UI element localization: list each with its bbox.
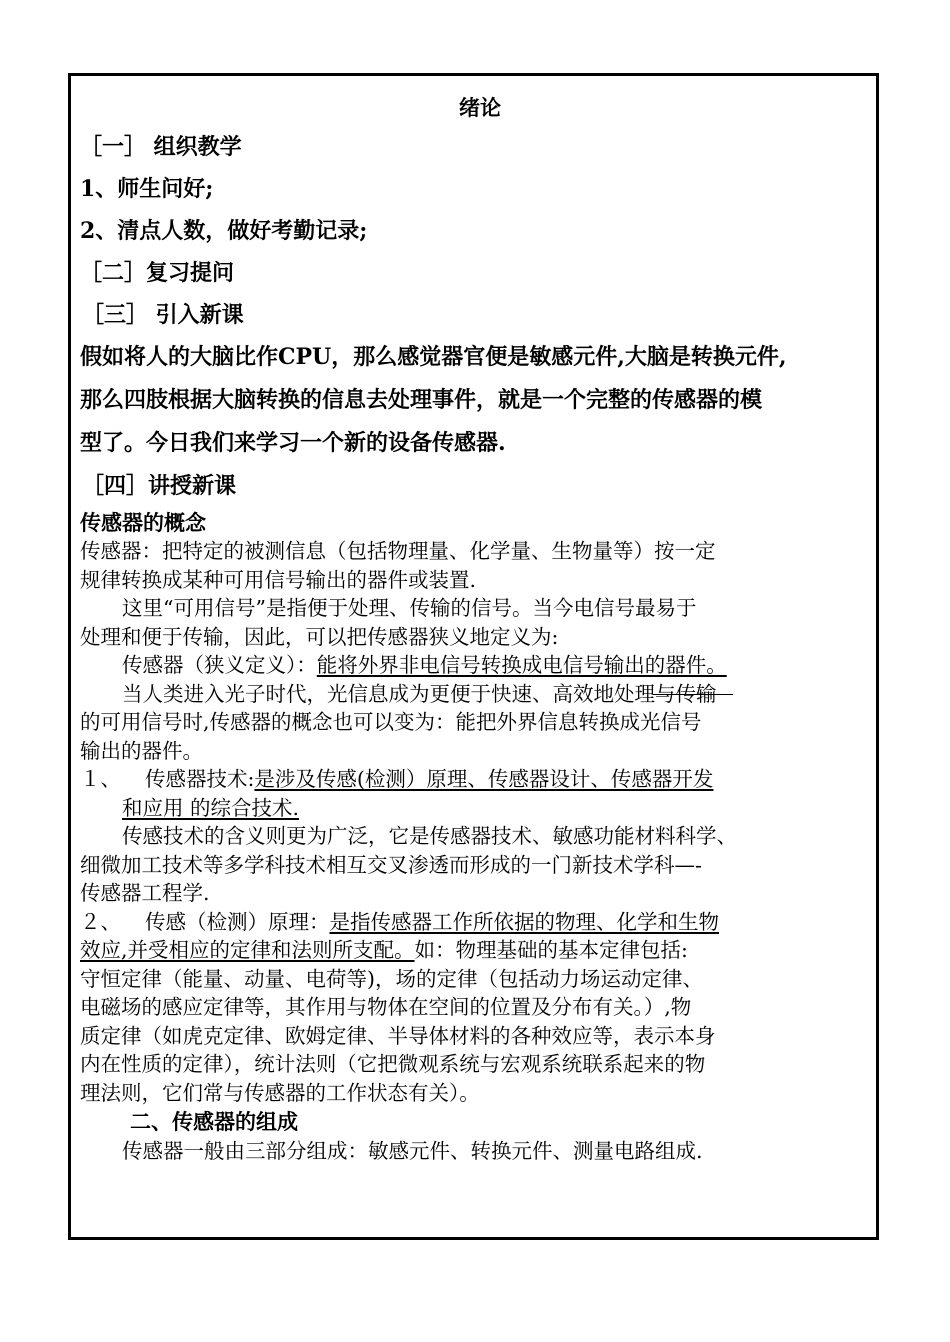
- intro-line: 那么四肢根据大脑转换的信息去处理事件，就是一个完整的传感器的模: [80, 387, 763, 413]
- concept-heading: 传感器的概念: [80, 510, 206, 535]
- narrow-definition-line: [80, 651, 880, 680]
- item-number: ２、: [80, 909, 121, 934]
- principle-definition-text: 效应,并受相应的定律和法则所支配。: [80, 938, 415, 962]
- composition-heading: 二、传感器的组成: [130, 1109, 298, 1134]
- tech-scope-line: 细微加工技术等多学科技术相互交叉渗透而形成的一门新技术学科—-: [80, 852, 702, 877]
- page-title: 绪论: [459, 95, 501, 120]
- definition-line: 传感器：把特定的被测信息（包括物理量、化学量、生物量等）按一定: [80, 539, 716, 563]
- principle-line: 电磁场的感应定律等，其作用与物体在空间的位置及分布有关。）,物: [80, 995, 692, 1019]
- photon-line: 输出的器件。: [80, 738, 203, 763]
- intro-line: 假如将人的大脑比作CPU，那么感觉器官便是敏感元件,大脑是转换元件,: [80, 344, 787, 370]
- tech-definition-text: 和应用 的综合技术.: [122, 795, 300, 820]
- lesson-table-cell: [68, 73, 879, 1240]
- principle-line: 守恒定律（能量、动量、电荷等)，场的定律（包括动力场运动定律、: [80, 966, 703, 991]
- section-review-questions: ［二］复习提问: [80, 260, 235, 286]
- composition-text: 传感器一般由三部分组成：敏感元件、转换元件、测量电路组成.: [122, 1139, 703, 1163]
- photon-line: 的可用信号时,传感器的概念也可以变为：能把外界信息转换成光信号: [80, 710, 702, 734]
- list-item-attendance: 2、清点人数，做好考勤记录;: [80, 218, 368, 244]
- section-teach-new-lesson: ［四］讲授新课: [82, 473, 237, 499]
- principle-line: [80, 936, 880, 965]
- tech-scope-line: 传感技术的含义则更为广泛，它是传感器技术、敏感功能材料科学、: [122, 824, 737, 848]
- signal-line: 处理和便于传输，因此，可以把传感器狭义地定义为:: [80, 624, 559, 649]
- principle-line: [80, 908, 880, 937]
- principle-label: 传感（检测）原理：: [145, 909, 330, 934]
- section-organize-teaching: ［一］ 组织教学: [80, 134, 242, 160]
- principle-definition-text: 是指传感器工作所依据的物理、化学和生物: [329, 909, 719, 934]
- intro-line: 型了。今日我们来学习一个新的设备传感器.: [80, 430, 506, 456]
- tech-label: 传感器技术:: [145, 767, 255, 791]
- photon-line: [80, 680, 880, 709]
- list-item-greeting: 1、师生问好;: [80, 176, 214, 202]
- item-number: １、: [80, 767, 121, 791]
- principle-text: 如：物理基础的基本定律包括:: [414, 938, 688, 962]
- narrow-definition-text: 能将外界非电信号转换成电信号输出的器件。: [316, 653, 727, 677]
- principle-line: 质定律（如虎克定律、欧姆定律、半导体材料的各种效应等，表示本身: [80, 1023, 716, 1048]
- principle-line: 理法则，它们常与传感器的工作状态有关）。: [80, 1080, 480, 1105]
- underline-rule: [653, 694, 733, 695]
- section-introduce-lesson: ［三］ 引入新课: [82, 302, 244, 328]
- tech-definition-line: [80, 765, 880, 794]
- signal-line: 这里“可用信号”是指便于处理、传输的信号。当今电信号最易于: [122, 596, 697, 620]
- principle-line: 内在性质的定律），统计法则（它把微观系统与宏观系统联系起来的物: [80, 1052, 706, 1076]
- photon-text: 当人类进入光子时代，光信息成为更便于快速、高效地处理与传输: [122, 681, 717, 706]
- narrow-definition-label: 传感器（狭义定义）：: [122, 653, 317, 677]
- tech-definition-line: [80, 794, 880, 823]
- definition-line: 规律转换成某种可用信号输出的器件或装置.: [80, 567, 477, 592]
- intro-paragraph: [80, 336, 880, 465]
- tech-scope-line: 传感器工程学.: [80, 881, 210, 905]
- lesson-content: [80, 90, 880, 1166]
- tech-definition-text: 是涉及传感(检测）原理、传感器设计、传感器开发: [254, 767, 714, 791]
